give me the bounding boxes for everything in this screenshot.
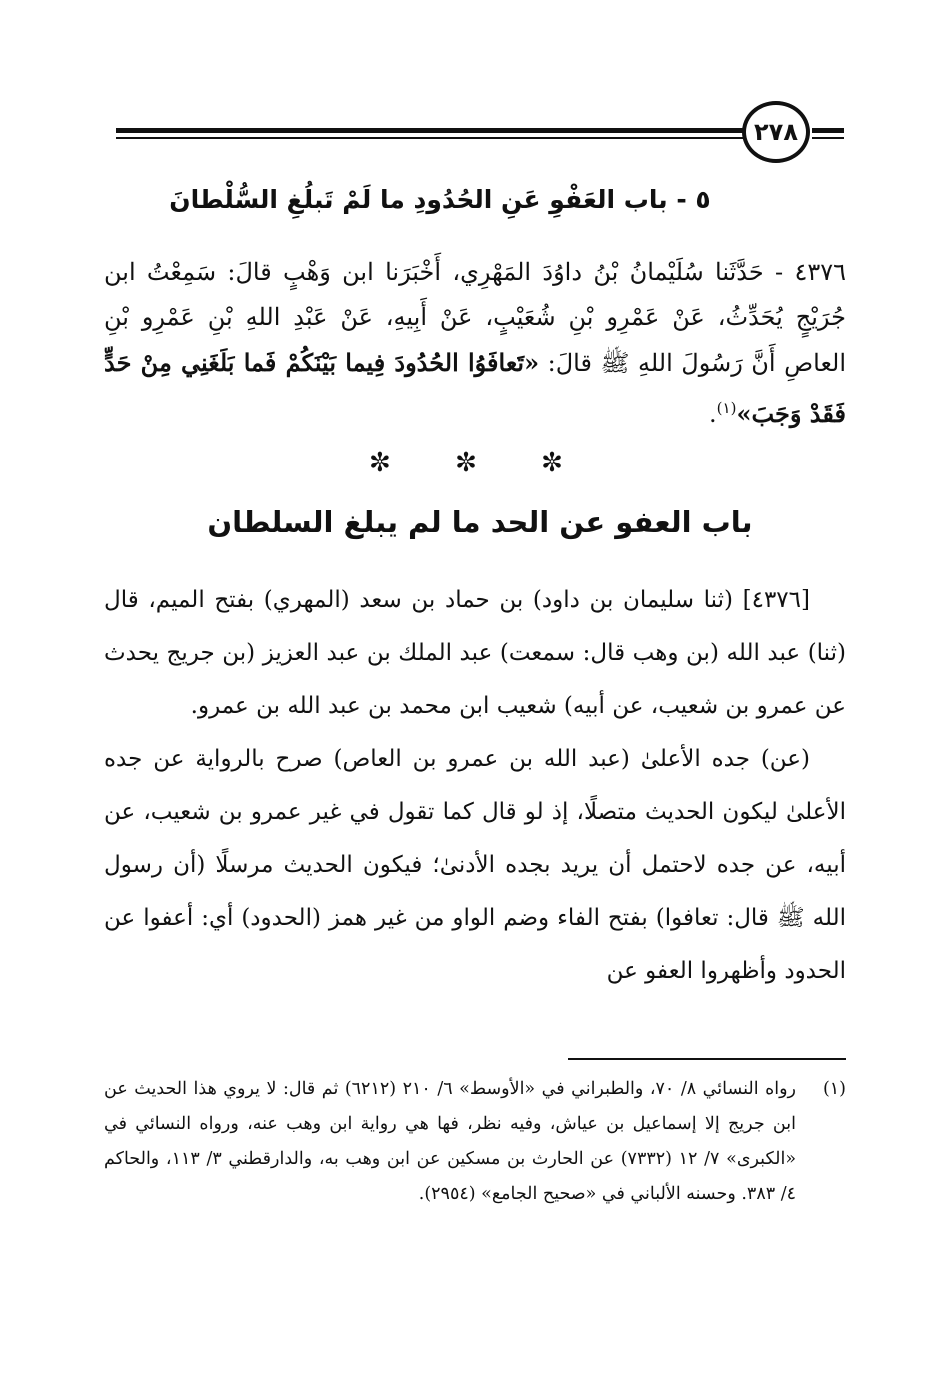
- hadith-matn: «تَعافَوُا الحُدُودَ فِيما بَيْنَكُمْ فَما بَلَغَنِي مِنْ حَدٍّ فَقَدْ وَجَبَ»: [104, 348, 846, 428]
- section-separator: ✼ ✼ ✼: [369, 448, 591, 478]
- page-number: ٢٧٨: [742, 101, 810, 163]
- hadith-end: .: [709, 400, 717, 428]
- hadith-isnad: ٤٣٧٦ - حَدَّثَنا سُلَيْمانُ بْنُ داوُدَ المَهْرِي، أَخْبَرَنا ابن وَهْبٍ قالَ: سَمِعْتُ ابن جُرَيْجٍ يُحَدِّثُ، عَنْ عَمْرِو بْنِ شُعَيْبٍ، عَنْ أَبِيهِ، عَنْ عَبْدِ اللهِ بْنِ عَمْرِو بْنِ العاصِ أَنَّ رَسُولَ اللهِ ﷺ قالَ:: [104, 258, 847, 377]
- hadith-chapter-title: ٥ - باب العَفْوِ عَنِ الحُدُودِ ما لَمْ تَبلُغِ السُّلْطانَ: [169, 185, 711, 214]
- header-rule-thick: [116, 128, 744, 133]
- commentary-paragraph: (عن) جده الأعلىٰ (عبد الله بن عمرو بن العاص) صرح بالرواية عن جده الأعلىٰ ليكون الحديث متصلًا، إذ لو قال كما تقول في غير عمرو بن شعيب، عن أبيه، عن جده لاحتمل أن يريد بجده الأدنىٰ؛ فيكون الحديث مرسلًا (أن رسول الله ﷺ قال: تعافوا) بفتح الفاء وضم الواو من غير همز (الحدود) أي: أعفوا عن الحدود وأظهروا العفو عن: [104, 746, 846, 984]
- header-rule-thin: [116, 137, 744, 139]
- commentary-body: [104, 574, 846, 998]
- footnote-ref: (١): [716, 399, 737, 417]
- commentary-paragraph: [٤٣٧٦] (ثنا سليمان بن داود) بن حماد بن سعد (المهري) بفتح الميم، قال (ثنا) عبد الله (بن وهب قال: سمعت) عبد الملك بن عبد العزيز (بن جريج يحدث عن عمرو بن شعيب، عن أبيه) شعيب ابن محمد بن عبد الله بن عمرو.: [104, 587, 846, 719]
- header-rule-right-thin: [812, 137, 844, 139]
- hadith-text: [104, 250, 846, 437]
- footnote-number: (١): [822, 1079, 846, 1099]
- header-rule-right-thick: [812, 128, 844, 133]
- footnote: [104, 1072, 846, 1212]
- commentary-chapter-title: باب العفو عن الحد ما لم يبلغ السلطان: [207, 505, 753, 539]
- footnote-text: رواه النسائي ٨/ ٧٠، والطبراني في «الأوسط» ٦/ ٢١٠ (٦٢١٢) ثم قال: لا يروي هذا الحديث عن ابن جريج إلا إسماعيل بن عياش، وفيه نظر، فها هي رواية ابن وهب عنه، ورواه النسائي في «الكبرى» ٧/ ١٢ (٧٣٣٢) عن الحارث بن مسكين عن ابن وهب به، والدارقطني ٣/ ١١٣، والحاكم ٤/ ٣٨٣. وحسنه الألباني في «صحيح الجامع» (٢٩٥٤).: [104, 1079, 797, 1204]
- footnote-divider: [568, 1058, 846, 1060]
